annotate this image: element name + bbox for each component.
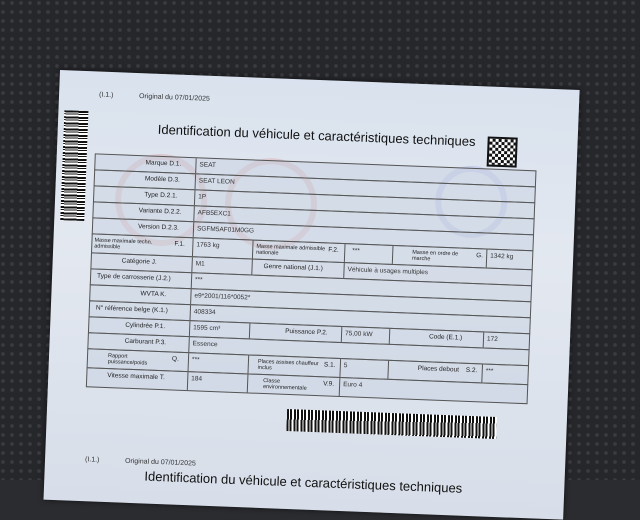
divider: [344, 244, 346, 262]
vehicle-registration-document: [43, 70, 579, 520]
places-debout-value: ***: [485, 367, 494, 375]
modele-label: Modèle D.3.: [144, 175, 181, 184]
divider: [188, 353, 190, 371]
horizontal-barcode: [286, 409, 497, 439]
divider: [343, 263, 345, 278]
divider: [483, 332, 485, 347]
rapport-code: Q.: [171, 355, 179, 363]
divider: [247, 374, 249, 392]
categorie-label: Catégorie J.: [121, 257, 157, 266]
divider: [189, 321, 191, 336]
masse-techn-label: Masse maximale techn. admissible: [94, 237, 153, 251]
modele-value: SEAT LEON: [198, 177, 235, 186]
puissance-value: 75,00 kW: [344, 330, 373, 339]
divider: [190, 289, 192, 304]
divider: [188, 337, 190, 352]
variante-value: AFB5EXC1: [197, 209, 231, 218]
marque-label: Marque D.1.: [145, 159, 182, 168]
masse-ordre-label: Masse en ordre de marche: [411, 249, 459, 263]
masse-nat-value: ***: [352, 247, 360, 255]
classe-label: Classe environnementale: [262, 378, 307, 392]
cylindree-label: Cylindrée P.1.: [125, 321, 166, 331]
divider: [392, 246, 394, 264]
carburant-value: Essence: [192, 340, 218, 349]
places-debout-label: Places debout: [417, 364, 460, 374]
code-e-label: Code (E.1.): [428, 333, 463, 342]
header-code: (I.1.): [98, 91, 114, 100]
divider: [194, 190, 196, 205]
document-title: Identification du véhicule et caractéristiques techniques: [157, 121, 476, 149]
type-value: 1P: [198, 193, 207, 201]
masse-ordre-code: G.: [476, 252, 484, 260]
masse-techn-code: F.1.: [174, 240, 186, 248]
masse-nat-label: Masse maximale admissible nationale: [256, 243, 326, 257]
divider: [247, 355, 249, 373]
cylindree-value: 1595 cm³: [193, 324, 221, 333]
masse-ordre-value: 1342 kg: [490, 252, 514, 261]
classe-value: Euro 4: [342, 381, 363, 389]
version-value: SGFM5AF01M0GG: [196, 225, 255, 235]
categorie-value: M1: [195, 260, 205, 268]
puissance-label: Puissance P.2.: [284, 327, 328, 337]
divider: [339, 378, 341, 396]
reference-value: 408334: [193, 308, 216, 317]
genre-value: Véhicule à usages multiples: [347, 266, 429, 277]
footer-original-date: Original du 07/01/2025: [124, 457, 196, 468]
marque-value: SEAT: [199, 161, 217, 170]
reference-label: N° référence belge (K.1.): [95, 304, 168, 315]
vitesse-value: 184: [191, 375, 203, 383]
footer-code: (I.1.): [84, 456, 100, 464]
places-assises-label: Places assises chauffeur inclus: [257, 358, 319, 372]
divider: [192, 238, 194, 256]
divider: [195, 158, 197, 173]
vitesse-label: Vitesse maximale T.: [107, 372, 165, 382]
divider: [251, 260, 253, 275]
footer-title: Identification du véhicule et caractéristiques techniques: [144, 468, 463, 496]
divider: [249, 323, 251, 338]
divider: [389, 329, 391, 344]
divider: [339, 359, 341, 377]
classe-code: V.9.: [323, 380, 335, 388]
wvta-value: e9*2001/116*0052*: [194, 292, 251, 302]
rapport-label: Rapport puissance/poids: [107, 353, 148, 367]
type-label: Type D.2.1.: [144, 191, 178, 200]
carrosserie-value: ***: [194, 276, 203, 284]
version-label: Version D.2.3.: [137, 223, 179, 232]
divider: [187, 372, 189, 390]
wvta-label: WVTA K.: [140, 290, 167, 299]
divider: [191, 257, 193, 272]
places-assises-code: S.1.: [323, 361, 336, 369]
divider: [341, 327, 343, 342]
places-assises-value: 5: [343, 362, 348, 370]
rapport-value: ***: [191, 356, 200, 364]
masse-nat-code: F.2.: [328, 246, 339, 254]
divider: [195, 174, 197, 189]
vertical-barcode: [60, 110, 88, 221]
divider: [486, 250, 488, 268]
divider: [387, 361, 389, 379]
places-debout-code: S.2.: [465, 366, 478, 375]
divider: [191, 273, 193, 288]
code-e-value: 172: [486, 335, 498, 344]
divider: [189, 305, 191, 320]
variante-label: Variante D.2.2.: [138, 207, 182, 216]
carburant-label: Carburant P.3.: [124, 337, 167, 347]
genre-label: Genre national (J.1.): [263, 262, 323, 273]
divider: [193, 206, 195, 221]
divider: [193, 222, 195, 237]
divider: [252, 241, 254, 259]
qr-code: [487, 136, 518, 167]
masse-techn-value: 1763 kg: [196, 241, 220, 250]
header-original-date: Original du 07/01/2025: [138, 93, 210, 103]
divider: [481, 364, 483, 382]
carrosserie-label: Type de carrosserie (J.2.): [96, 272, 171, 283]
